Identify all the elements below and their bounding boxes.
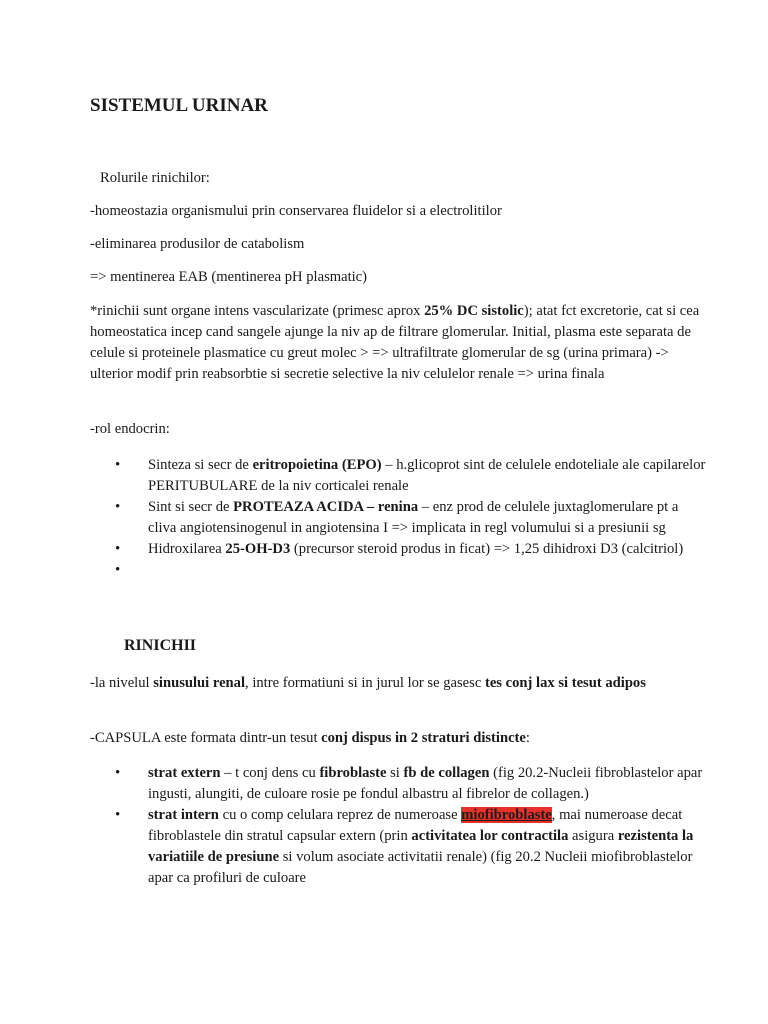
sinus-text-c: , intre formatiuni si in jurul lor se gasesc [245, 675, 485, 691]
extern-bold-fibroblaste: fibroblaste [319, 765, 387, 781]
intro-text-1: -homeostazia organismului prin conservarea fluidelor si a electrolitilor [90, 203, 502, 219]
endocrine-list-wrap [90, 455, 708, 581]
list-item [148, 805, 708, 889]
intro-text-2: -eliminarea produsilor de catabolism [90, 236, 305, 252]
capsula-paragraph [90, 728, 708, 749]
intern-text: asigura [568, 828, 618, 844]
list-item-bold: 25-OH-D3 [225, 541, 291, 557]
intro-line-1 [90, 201, 708, 222]
extern-bold-collagen: fb de collagen [403, 765, 490, 781]
intern-text: , mai numeroase decat fibroblastele din stratul capsular extern (prin [148, 807, 683, 844]
list-item-text: (precursor steroid produs in ficat) => 1,25 dihidroxi D3 (calcitriol) [290, 541, 684, 557]
highlighted-miofibroblaste: miofibroblaste [461, 807, 552, 823]
extern-label: strat extern [148, 765, 221, 781]
sinus-text-a: -la nivelul [90, 675, 154, 691]
intern-label: strat intern [148, 807, 219, 823]
list-item-text: Hidroxilarea [148, 541, 226, 557]
list-item [148, 763, 708, 805]
sinus-paragraph [90, 673, 708, 694]
extern-text: si [386, 765, 404, 781]
list-item-empty [148, 560, 708, 581]
intro-line-2 [90, 234, 708, 255]
vasc-text-a: *rinichii sunt organe intens vascularizate (primesc aprox [90, 303, 425, 319]
extern-text: (fig 20.2-Nucleii fibroblastelor apar ingusti, alungiti, de culoare rosie pe fondul albastru al fibrelor de collagen.) [148, 765, 703, 802]
list-item-text: Sinteza si secr de [148, 457, 253, 473]
endocrine-list [90, 455, 708, 581]
intro-line-3 [90, 267, 708, 288]
intern-bold-rezistenta: rezistenta la variatiile de presiune [148, 828, 694, 865]
capsula-text-c: : [525, 730, 530, 746]
vasc-text-c: ); atat fct excretorie, cat si cea homeostatica incep cand sangele ajunge la niv ap de filtrare glomerular. Initial, plasma este separata de celule si proteinele plasmatice cu greut molec > => ultrafiltrate glomerular de sg (urina primara) -> ulterior modif prin reabsorbtie si secretie selective la niv celulelor renale => urina finala [90, 303, 700, 382]
document-title: SISTEMUL URINAR [90, 95, 268, 116]
roles-heading [90, 168, 708, 189]
list-item-bold: PROTEAZA ACIDA – renina [233, 499, 419, 515]
section-heading-rinichii: RINICHII [124, 637, 197, 654]
capsula-text-bold: conj dispus in 2 straturi distincte [321, 730, 526, 746]
vascularization-paragraph [90, 301, 708, 385]
roles-heading-text: Rolurile rinichilor: [100, 170, 210, 186]
intro-text-3: => mentinerea EAB (mentinerea pH plasmatic) [90, 269, 368, 285]
intern-bold-contractila: activitatea lor contractila [411, 828, 569, 844]
endocrine-heading-text: -rol endocrin: [90, 421, 170, 437]
sinus-text-bold-1: sinusului renal [153, 675, 246, 691]
capsula-list [90, 763, 708, 889]
endocrine-heading [90, 419, 708, 440]
vasc-text-bold: 25% DC sistolic [424, 303, 524, 319]
list-item-text: Sint si secr de [148, 499, 234, 515]
sinus-text-bold-2: tes conj lax si tesut adipos [484, 675, 646, 691]
extern-text: – t conj dens cu [220, 765, 320, 781]
intern-text: si volum asociate activitatii renale) (fig 20.2 Nucleii miofibroblastelor apar ca profiluri de culoare [148, 849, 693, 886]
capsula-list-wrap [90, 763, 708, 889]
intern-text: cu o comp celulara reprez de numeroase [218, 807, 462, 823]
list-item [148, 539, 708, 560]
list-item-text: – enz prod de celulele juxtaglomerulare pt a cliva angiotensinogenul in angiotensina I => implicata in regl volumului si a presiunii sg [148, 499, 679, 536]
list-item [148, 455, 708, 497]
list-item-text: – h.glicoprot sint de celulele endoteliale ale capilarelor PERITUBULARE de la niv corticalei renale [148, 457, 706, 494]
capsula-text-a: -CAPSULA este formata dintr-un tesut [90, 730, 322, 746]
list-item [148, 497, 708, 539]
list-item-bold: eritropoietina (EPO) [252, 457, 382, 473]
